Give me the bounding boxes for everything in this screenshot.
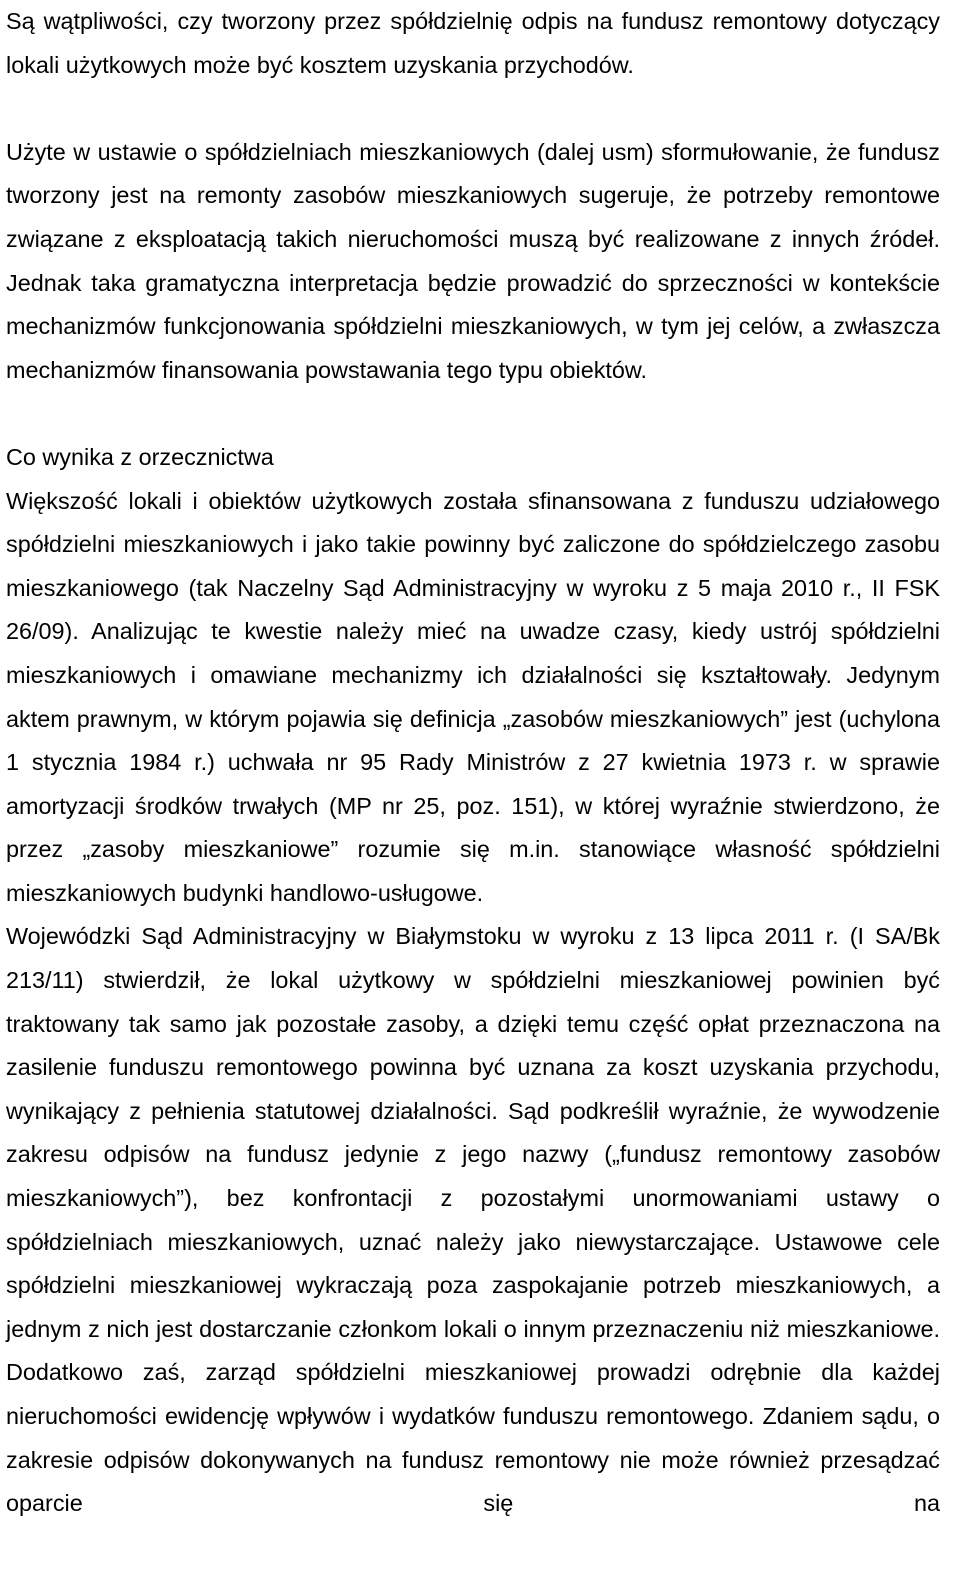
- body-paragraph-2: Większość lokali i obiektów użytkowych została sfinansowana z funduszu udziałowego spółdzielni mieszkaniowych i jako takie powinny być zaliczone do spółdzielczego zasobu mieszkaniowego (tak Naczelny Sąd Administracyjny w wyroku z 5 maja 2010 r., II FSK 26/09). Analizując te kwestie należy mieć na uwadze czasy, kiedy ustrój spółdzielni mieszkaniowych i omawiane mechanizmy ich działalności się kształtowały. Jedynym aktem prawnym, w którym pojawia się definicja „zasobów mieszkaniowych” jest (uchylona 1 stycznia 1984 r.) uchwała nr 95 Rady Ministrów z 27 kwietnia 1973 r. w sprawie amortyzacji środków trwałych (MP nr 25, poz. 151), w której wyraźnie stwierdzono, że przez „zasoby mieszkaniowe” rozumie się m.in. stanowiące własność spółdzielni mieszkaniowych budynki handlowo-usługowe.: [6, 487, 940, 906]
- section-heading: Co wynika z orzecznictwa: [6, 443, 274, 470]
- body-paragraph-3: Wojewódzki Sąd Administracyjny w Białymstoku w wyroku z 13 lipca 2011 r. (I SA/Bk 213/11) stwierdził, że lokal użytkowy w spółdzielni mieszkaniowej powinien być traktowany tak samo jak pozostałe zasoby, a dzięki temu część opłat przeznaczona na zasilenie funduszu remontowego powinna być uznana za koszt uzyskania przychodu, wynikający z pełnienia statutowej działalności. Sąd podkreślił wyraźnie, że wywodzenie zakresu odpisów na fundusz jedynie z jego nazwy („fundusz remontowy zasobów mieszkaniowych”), bez konfrontacji z pozostałymi unormowaniami ustawy o spółdzielniach mieszkaniowych, uznać należy jako niewystarczające. Ustawowe cele spółdzielni mieszkaniowej wykraczają poza zaspokajanie potrzeb mieszkaniowych, a jednym z nich jest dostarczanie członkom lokali o innym przeznaczeniu niż mieszkaniowe. Dodatkowo zaś, zarząd spółdzielni mieszkaniowej prowadzi odrębnie dla każdej nieruchomości ewidencję wpływów i wydatków funduszu remontowego. Zdaniem sądu, o zakresie odpisów dokonywanych na fundusz remontowy nie może również przesądzać oparcie się na: [6, 923, 940, 1517]
- paragraph-spacer: [6, 87, 940, 131]
- intro-paragraph: Są wątpliwości, czy tworzony przez spółdzielnię odpis na fundusz remontowy dotyczący lokali użytkowych może być kosztem uzyskania przychodów.: [6, 8, 940, 78]
- paragraph-spacer: [6, 392, 940, 436]
- body-paragraph-1: Użyte w ustawie o spółdzielniach mieszkaniowych (dalej usm) sformułowanie, że fundusz tworzony jest na remonty zasobów mieszkaniowych sugeruje, że potrzeby remontowe związane z eksploatacją takich nieruchomości muszą być realizowane z innych źródeł. Jednak taka gramatyczna interpretacja będzie prowadzić do sprzeczności w kontekście mechanizmów funkcjonowania spółdzielni mieszkaniowych, w tym jej celów, a zwłaszcza mechanizmów finansowania powstawania tego typu obiektów.: [6, 138, 940, 383]
- document-page: [6, 0, 940, 1526]
